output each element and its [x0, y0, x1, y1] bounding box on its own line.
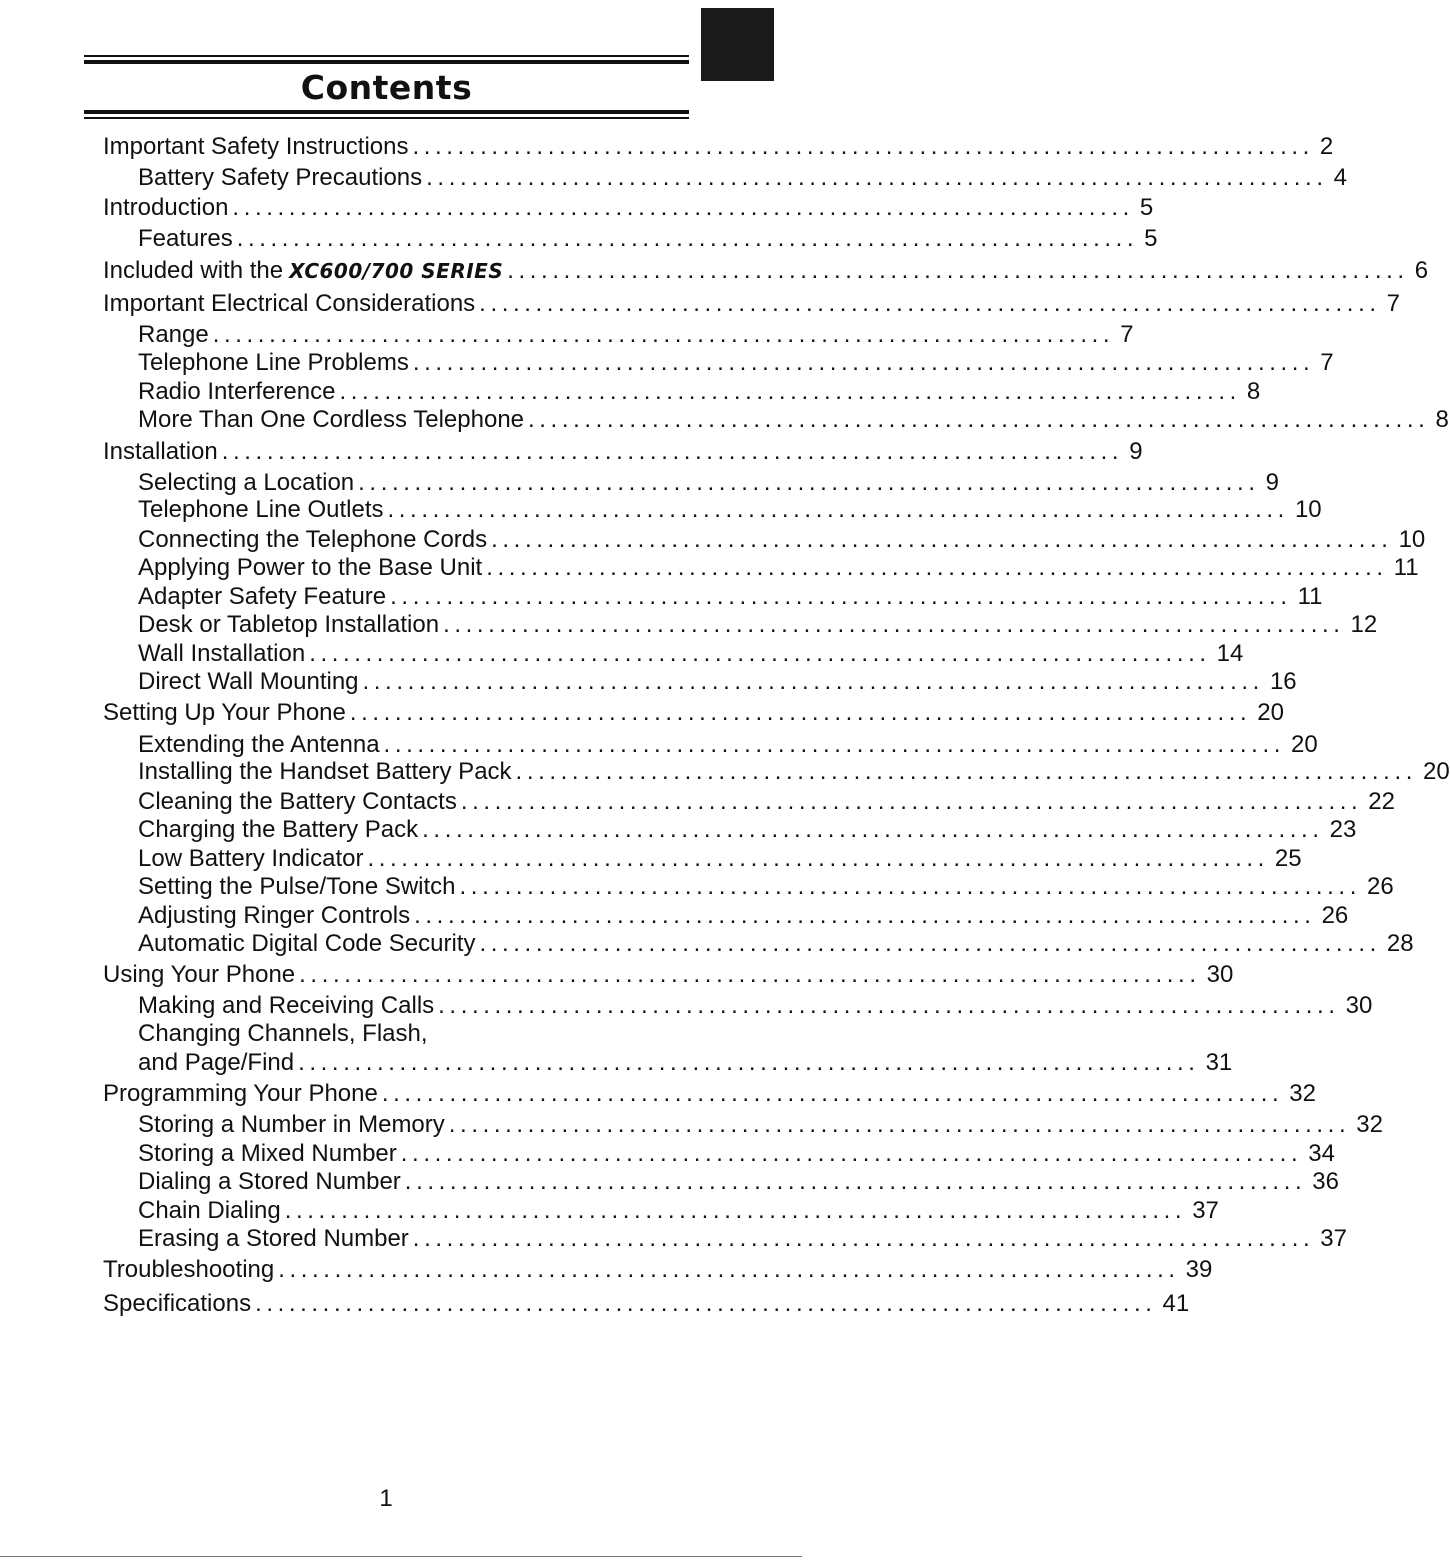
toc-entry-page: 10 [1398, 526, 1426, 553]
toc-entry-page: 32 [1289, 1080, 1316, 1107]
toc-entry-title: Programming Your Phone [103, 1080, 378, 1107]
toc-entry[interactable] [103, 1289, 1190, 1319]
toc-entry-title: Troubleshooting [103, 1256, 275, 1283]
toc-entry-page: 9 [1265, 469, 1279, 496]
toc-entry-title: Important Safety Instructions [103, 133, 409, 160]
toc-entry-page: 25 [1274, 845, 1302, 872]
toc-leader-dots: ................................................................................ [381, 1080, 1284, 1107]
toc-entry[interactable] [103, 193, 1154, 223]
toc-entry-title: Changing Channels, Flash, [138, 1020, 428, 1047]
toc-leader-dots: ................................................................................ [404, 1168, 1307, 1195]
toc-entry-title: Installing the Handset Battery Pack [138, 758, 512, 785]
toc-entry-title: Using Your Phone [103, 961, 296, 988]
toc-entry[interactable] [103, 132, 1334, 162]
toc-entry[interactable] [103, 1079, 1316, 1109]
toc-leader-dots: ................................................................................ [460, 788, 1363, 815]
toc-entry-page: 30 [1206, 961, 1234, 988]
toc-entry-page: 32 [1356, 1111, 1383, 1138]
toc-leader-dots: ................................................................................ [438, 992, 1340, 1019]
toc-entry[interactable] [138, 405, 1449, 435]
toc-leader-dots: ................................................................................ [412, 349, 1315, 376]
toc-entry[interactable] [103, 437, 1143, 467]
toc-entry-title: Extending the Antenna [138, 731, 380, 758]
toc-entry-title: Telephone Line Problems [138, 349, 409, 376]
toc-entry-page: 5 [1144, 225, 1158, 252]
toc-entry-title: Important Electrical Considerations [103, 290, 476, 317]
toc-entry[interactable] [138, 844, 1302, 874]
toc-entry-title: Chain Dialing [138, 1197, 281, 1224]
toc-leader-dots: ................................................................................ [491, 526, 1393, 553]
toc-entry-page: 36 [1312, 1168, 1339, 1195]
product-series-name: XC600/700 SERIES [289, 259, 504, 283]
toc-entry-page: 6 [1414, 257, 1429, 284]
toc-entry-page: 26 [1321, 902, 1349, 929]
toc-entry-page: 37 [1192, 1197, 1219, 1224]
toc-entry-page: 8 [1435, 406, 1449, 433]
toc-entry[interactable] [138, 495, 1322, 525]
toc-entry-page: 8 [1246, 378, 1261, 405]
toc-entry-page: 20 [1257, 699, 1284, 726]
bottom-edge-line [0, 1556, 802, 1557]
toc-entry-page: 41 [1162, 1290, 1190, 1317]
toc-leader-dots: ................................................................................ [367, 845, 1269, 872]
toc-entry[interactable] [138, 163, 1347, 193]
toc-entry-page: 34 [1308, 1140, 1335, 1167]
toc-entry-page: 30 [1345, 992, 1373, 1019]
toc-entry-page: 20 [1290, 731, 1318, 758]
toc-entry[interactable] [138, 348, 1334, 378]
toc-leader-dots: ................................................................................ [400, 1140, 1303, 1167]
toc-entry-title: Setting the Pulse/Tone Switch [138, 873, 456, 900]
toc-entry[interactable] [103, 1255, 1213, 1285]
toc-entry-title: Storing a Mixed Number [138, 1140, 397, 1167]
toc-entry-title: Connecting the Telephone Cords [138, 526, 488, 553]
toc-entry-page: 20 [1422, 758, 1450, 785]
toc-entry[interactable] [138, 553, 1419, 583]
toc-entry-title: Setting Up Your Phone [103, 699, 346, 726]
toc-entry[interactable] [138, 787, 1395, 817]
toc-entry-page: 14 [1216, 640, 1244, 667]
page-number: 1 [379, 1485, 393, 1512]
toc-entry-title: Battery Safety Precautions [138, 164, 423, 191]
toc-entry[interactable] [138, 1167, 1339, 1197]
toc-leader-dots: ................................................................................ [486, 554, 1388, 581]
toc-leader-dots: ................................................................................ [298, 1049, 1200, 1076]
toc-entry-title: Direct Wall Mounting [138, 668, 359, 695]
toc-entry-page: 31 [1205, 1049, 1233, 1076]
toc-entry-title: Specifications [103, 1290, 252, 1317]
toc-entry-page: 7 [1120, 321, 1134, 348]
toc-entry-page: 9 [1129, 438, 1143, 465]
toc-entry-page: 7 [1320, 349, 1334, 376]
toc-entry-page: 5 [1139, 194, 1154, 221]
toc-entry-title: and Page/Find [138, 1049, 295, 1076]
toc-entry[interactable] [138, 224, 1158, 254]
toc-leader-dots: ................................................................................ [349, 699, 1252, 726]
toc-leader-dots: ................................................................................ [358, 469, 1260, 496]
toc-leader-dots: ................................................................................ [362, 668, 1264, 695]
toc-entry[interactable] [138, 901, 1349, 931]
toc-entry-title: Erasing a Stored Number [138, 1225, 409, 1252]
toc-entry-title: Dialing a Stored Number [138, 1168, 401, 1195]
toc-leader-dots: ................................................................................ [459, 873, 1361, 900]
toc-leader-dots: ................................................................................ [412, 1225, 1315, 1252]
toc-entry-title: Low Battery Indicator [138, 845, 364, 872]
toc-entry-page: 22 [1368, 788, 1395, 815]
toc-leader-dots: ................................................................................ [339, 378, 1241, 405]
toc-entry-title: Cleaning the Battery Contacts [138, 788, 457, 815]
toc-leader-dots: ................................................................................ [515, 758, 1417, 785]
toc-entry[interactable] [138, 610, 1378, 640]
toc-entry[interactable] [138, 525, 1426, 555]
toc-leader-dots: ................................................................................ [507, 257, 1409, 284]
toc-entry[interactable] [138, 815, 1357, 845]
toc-entry-title: More Than One Cordless Telephone [138, 406, 525, 433]
toc-leader-dots: ................................................................................ [422, 816, 1324, 843]
toc-entry[interactable] [138, 1019, 673, 1049]
toc-entry[interactable] [138, 1110, 1383, 1140]
toc-entry-title: Telephone Line Outlets [138, 496, 384, 523]
toc-entry-page: 11 [1393, 554, 1419, 581]
toc-entry[interactable] [138, 320, 1134, 350]
toc-leader-dots: ................................................................................ [309, 640, 1211, 667]
toc-leader-dots: ................................................................................ [443, 611, 1345, 638]
toc-entry-title: Features [138, 225, 233, 252]
toc-leader-dots: ................................................................................ [528, 406, 1430, 433]
toc-entry[interactable] [138, 667, 1297, 697]
toc-entry-page: 4 [1333, 164, 1347, 191]
toc-entry[interactable] [103, 256, 1429, 286]
toc-leader-dots: ................................................................................ [212, 321, 1115, 348]
toc-entry-page: 37 [1320, 1225, 1347, 1252]
toc-leader-dots: ................................................................................ [414, 902, 1316, 929]
toc-entry-title: Storing a Number in Memory [138, 1111, 445, 1138]
toc-entry-page: 10 [1294, 496, 1322, 523]
toc-entry[interactable] [138, 991, 1373, 1021]
toc-leader-dots: ................................................................................ [221, 438, 1124, 465]
toc-entry-page: 23 [1329, 816, 1357, 843]
toc-entry-page: 39 [1185, 1256, 1213, 1283]
toc-entry-title: Automatic Digital Code Security [138, 930, 476, 957]
toc-entry[interactable] [103, 289, 1400, 319]
toc-entry-title: Adapter Safety Feature [138, 583, 387, 610]
toc-leader-dots: ................................................................................ [426, 164, 1328, 191]
toc-leader-dots: ................................................................................ [284, 1197, 1187, 1224]
toc-entry-title: Adjusting Ringer Controls [138, 902, 411, 929]
toc-leader-dots: ................................................................................ [383, 731, 1285, 758]
toc-entry-title: Wall Installation [138, 640, 306, 667]
toc-entry-page: 7 [1386, 290, 1400, 317]
toc-entry-title: Range [138, 321, 209, 348]
toc-entry-title: Included with the [103, 257, 284, 284]
toc-leader-dots: ................................................................................ [412, 133, 1314, 160]
toc-entry-title: Radio Interference [138, 378, 336, 405]
toc-leader-dots: ................................................................................ [255, 1290, 1157, 1317]
toc-entry-page: 26 [1366, 873, 1394, 900]
toc-entry[interactable] [138, 468, 1279, 498]
toc-entry-title: Making and Receiving Calls [138, 992, 435, 1019]
toc-leader-dots: ................................................................................ [479, 930, 1381, 957]
toc-leader-dots: ................................................................................ [448, 1111, 1351, 1138]
toc-entry-title: Introduction [103, 194, 229, 221]
toc-entry-page: 28 [1386, 930, 1414, 957]
toc-entry-title: Selecting a Location [138, 469, 355, 496]
toc-entry-page: 16 [1269, 668, 1297, 695]
toc-leader-dots: ................................................................................ [299, 961, 1201, 988]
toc-entry-page: 12 [1350, 611, 1378, 638]
toc-entry-title: Desk or Tabletop Installation [138, 611, 440, 638]
toc-entry[interactable] [138, 872, 1394, 902]
toc-entry-title: Installation [103, 438, 218, 465]
toc-leader-dots: ................................................................................ [278, 1256, 1180, 1283]
toc-leader-dots: ................................................................................ [387, 496, 1289, 523]
toc-entry[interactable] [138, 639, 1244, 669]
toc-entry[interactable] [138, 757, 1450, 787]
toc-entry[interactable] [103, 960, 1234, 990]
toc-entry[interactable] [138, 377, 1261, 407]
toc-entry-title: Applying Power to the Base Unit [138, 554, 483, 581]
toc-entry[interactable] [138, 1224, 1347, 1254]
toc-entry[interactable] [138, 1139, 1335, 1169]
toc-entry[interactable] [138, 1196, 1219, 1226]
toc-entry[interactable] [138, 1048, 1233, 1078]
toc-entry[interactable] [138, 730, 1318, 760]
toc-entry-page: 2 [1319, 133, 1334, 160]
toc-leader-dots: ................................................................................ [479, 290, 1381, 317]
toc-leader-dots: ................................................................................ [236, 225, 1139, 252]
page-title: Contents [300, 68, 473, 107]
toc-entry-title: Charging the Battery Pack [138, 816, 419, 843]
toc-leader-dots: ................................................................................ [232, 194, 1134, 221]
toc-leader-dots: ................................................................................ [390, 583, 1292, 610]
toc-entry[interactable] [103, 698, 1284, 728]
toc-entry-page: 11 [1297, 583, 1323, 610]
toc-entry[interactable] [138, 929, 1414, 959]
toc-entry[interactable] [138, 582, 1323, 612]
